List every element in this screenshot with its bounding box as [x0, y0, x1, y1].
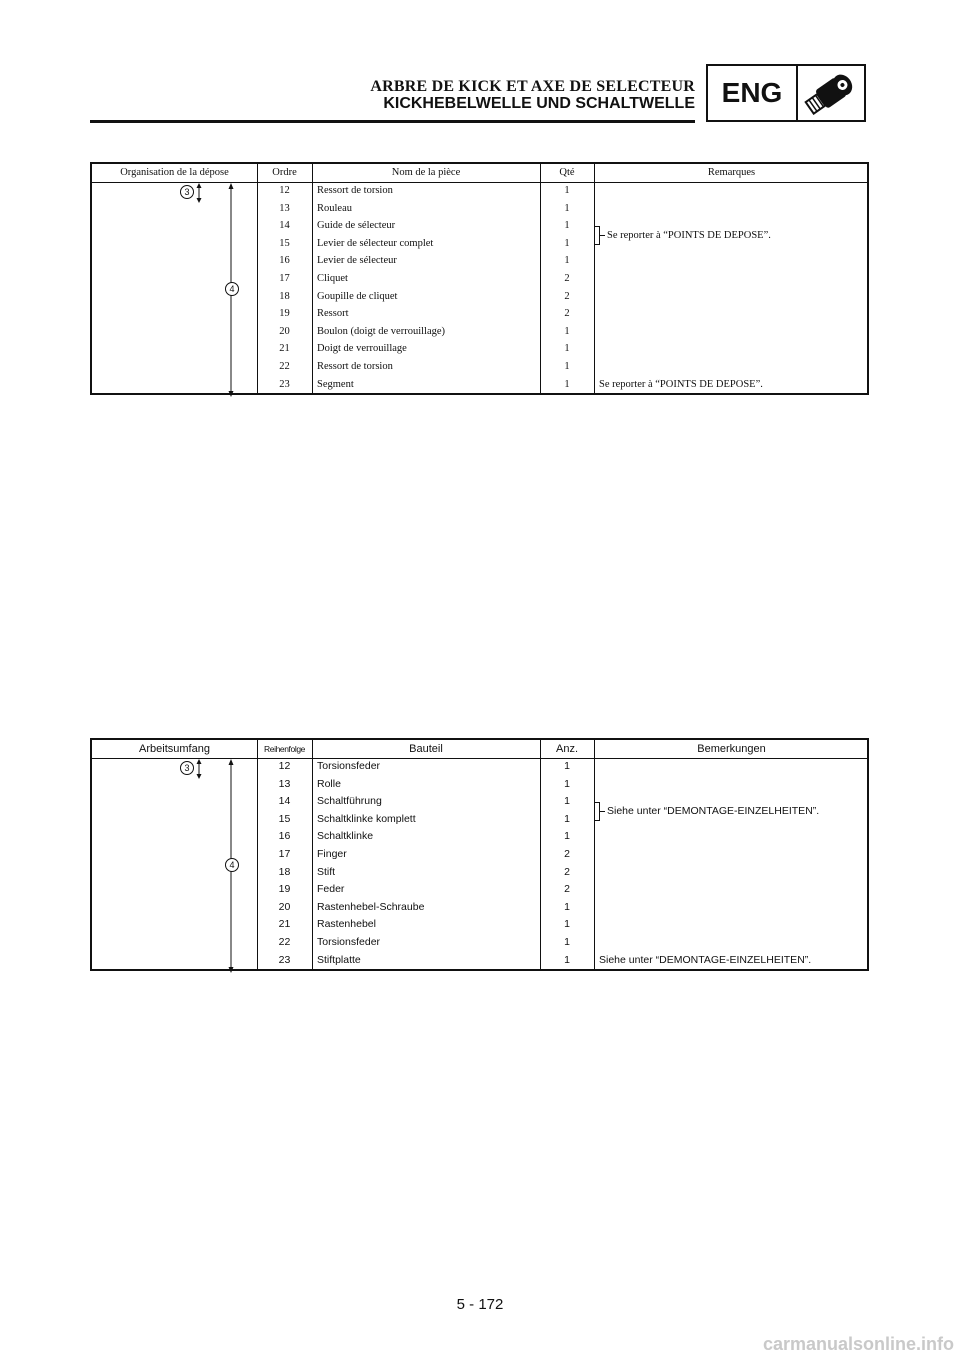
- header-remarks: Bemerkungen: [697, 743, 766, 755]
- row-qty: 1: [564, 812, 570, 825]
- row-qty: 1: [564, 202, 570, 214]
- row-order: 14: [279, 220, 290, 232]
- row-part-name: Boulon (doigt de verrouillage): [317, 325, 446, 337]
- row-qty: 2: [564, 848, 570, 860]
- row-order: 23: [278, 953, 291, 966]
- row-part-name: Guide de sélecteur: [317, 220, 396, 232]
- row-order: 19: [279, 308, 290, 320]
- row-part-name: Rastenhebel-Schraube: [317, 900, 425, 913]
- row-part-name: Schaltklinke komplett: [317, 812, 416, 825]
- row-order: 22: [278, 936, 291, 948]
- range-arrow-3: [195, 759, 203, 779]
- row-order: 12: [278, 760, 291, 772]
- row-part-name: Stift: [317, 865, 336, 878]
- row-qty: 1: [564, 255, 570, 267]
- step-marker-3: 3: [180, 761, 194, 775]
- row-order: 19: [278, 883, 291, 896]
- row-qty: 2: [564, 865, 570, 878]
- engine-wrench-icon: [798, 66, 864, 120]
- row-part-name: Schaltklinke: [317, 830, 374, 843]
- row-part-name: Cliquet: [317, 273, 348, 284]
- header-part-name: Bauteil: [409, 743, 443, 755]
- range-arrow-3: [195, 183, 203, 203]
- row-part-name: Rastenhebel: [317, 918, 376, 931]
- row-order: 15: [278, 812, 291, 825]
- row-order: 22: [279, 361, 290, 372]
- row-qty: 1: [564, 918, 570, 931]
- removal-table-de: [90, 738, 869, 971]
- remark-group: Se reporter à “POINTS DE DEPOSE”.: [607, 230, 771, 241]
- row-qty: 1: [564, 361, 570, 372]
- row-part-name: Finger: [317, 848, 347, 860]
- row-order: 23: [279, 378, 290, 390]
- row-qty: 1: [564, 343, 570, 355]
- row-order: 18: [279, 290, 290, 302]
- header-qty: Qté: [559, 167, 575, 178]
- step-marker-3: 3: [180, 185, 194, 199]
- watermark: carmanualsonline.info: [762, 1334, 954, 1354]
- row-part-name: Ressort de torsion: [317, 361, 393, 372]
- section-title-fr: ARBRE DE KICK ET AXE DE SELECTEUR: [370, 78, 695, 95]
- row-order: 17: [279, 273, 290, 284]
- row-part-name: Ressort de torsion: [317, 185, 393, 196]
- row-part-name: Levier de sélecteur: [317, 255, 397, 267]
- row-part-name: Levier de sélecteur complet: [317, 237, 434, 249]
- row-order: 17: [278, 848, 291, 860]
- section-title-de: KICKHEBELWELLE UND SCHALTWELLE: [383, 95, 695, 112]
- header-organisation: Organisation de la dépose: [120, 167, 229, 178]
- row-order: 21: [278, 918, 291, 931]
- row-qty: 1: [564, 777, 570, 790]
- remark-group: Siehe unter “DEMONTAGE-EINZELHEITEN”.: [607, 805, 820, 817]
- row-qty: 1: [564, 795, 570, 808]
- row-order: 21: [279, 343, 290, 355]
- row-order: 18: [278, 865, 291, 878]
- row-order: 16: [279, 255, 290, 267]
- row-qty: 1: [564, 936, 570, 948]
- header-rule: [90, 120, 695, 123]
- row-qty: 1: [564, 900, 570, 913]
- row-part-name: Segment: [317, 378, 354, 390]
- row-order: 13: [278, 777, 291, 790]
- row-part-name: Ressort: [317, 308, 349, 320]
- table-header: [92, 164, 867, 183]
- row-qty: 1: [564, 953, 570, 966]
- page-number: 5 - 172: [456, 1296, 504, 1313]
- row-qty: 1: [564, 325, 570, 337]
- section-badge: [706, 64, 866, 122]
- row-part-name: Torsionsfeder: [317, 936, 381, 948]
- row-qty: 1: [564, 760, 570, 772]
- row-part-name: Rouleau: [317, 202, 352, 214]
- row-qty: 2: [564, 308, 570, 320]
- row-qty: 1: [564, 220, 570, 232]
- removal-table-fr: [90, 162, 869, 395]
- row-qty: 1: [564, 830, 570, 843]
- remark-last: Siehe unter “DEMONTAGE-EINZELHEITEN”.: [599, 953, 812, 966]
- row-qty: 1: [564, 185, 570, 196]
- header-part-name: Nom de la pièce: [391, 167, 461, 178]
- step-marker-4: 4: [225, 858, 239, 872]
- row-qty: 1: [564, 378, 570, 390]
- remark-last: Se reporter à “POINTS DE DEPOSE”.: [599, 378, 763, 390]
- row-part-name: Torsionsfeder: [317, 760, 381, 772]
- header-order: Ordre: [272, 167, 297, 178]
- row-order: 20: [279, 325, 290, 337]
- row-order: 15: [279, 237, 290, 249]
- step-marker-4: 4: [225, 282, 239, 296]
- row-qty: 2: [564, 883, 570, 896]
- row-part-name: Feder: [317, 883, 345, 896]
- header-remarks: Remarques: [707, 167, 756, 178]
- row-order: 16: [278, 830, 291, 843]
- row-qty: 2: [564, 290, 570, 302]
- row-part-name: Doigt de verrouillage: [317, 343, 407, 355]
- row-qty: 1: [564, 237, 570, 249]
- header-order: Reihenfolge: [264, 744, 305, 754]
- row-order: 20: [278, 900, 291, 913]
- row-part-name: Rolle: [317, 777, 341, 790]
- table-header: [92, 740, 867, 759]
- row-part-name: Schaltführung: [317, 795, 382, 808]
- row-part-name: Stiftplatte: [317, 953, 361, 966]
- row-qty: 2: [564, 273, 570, 284]
- row-order: 12: [279, 185, 290, 196]
- section-code: ENG: [708, 66, 798, 120]
- header-qty: Anz.: [555, 743, 578, 755]
- row-part-name: Goupille de cliquet: [317, 290, 398, 302]
- row-order: 14: [278, 795, 291, 808]
- row-order: 13: [279, 202, 290, 214]
- header-arbeitsumfang: Arbeitsumfang: [139, 743, 210, 755]
